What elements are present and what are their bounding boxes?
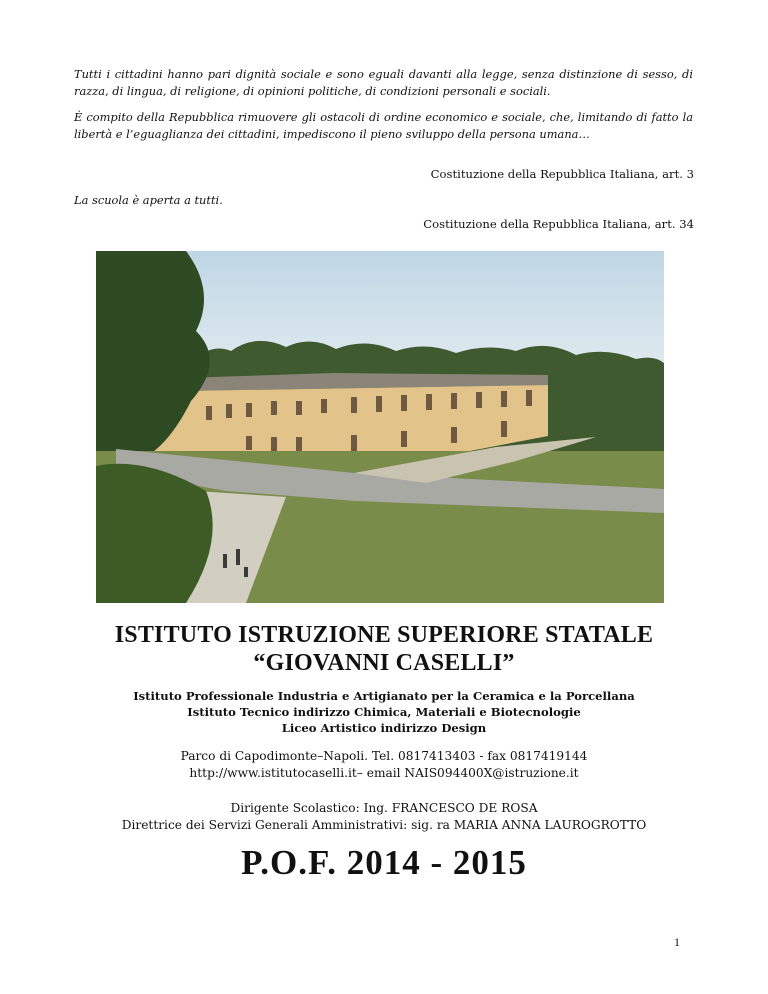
school-title-line-1: ISTITUTO ISTRUZIONE SUPERIORE STATALE bbox=[114, 622, 654, 648]
web-email-line: http://www.istitutocaselli.it– email NAIS094400X@istruzione.it bbox=[189, 766, 579, 780]
page-number: 1 bbox=[674, 935, 680, 949]
art3-citation: Costituzione della Repubblica Italiana, art. 3 bbox=[430, 167, 694, 181]
pof-title: P.O.F. 2014 - 2015 bbox=[241, 843, 527, 882]
address-line: Parco di Capodimonte–Napoli. Tel. 0817413403 - fax 0817419144 bbox=[180, 749, 588, 763]
dirigente-line: Dirigente Scolastico: Ing. FRANCESCO DE ROSA bbox=[230, 801, 538, 815]
direttrice-line: Direttrice dei Servizi Generali Amministrativi: sig. ra MARIA ANNA LAUROGROTTO bbox=[121, 818, 647, 832]
institute-line-1: Istituto Professionale Industria e Artigianato per la Ceramica e la Porcellana bbox=[133, 689, 635, 703]
art34-quote: La scuola è aperta a tutti. bbox=[74, 193, 223, 207]
school-building-photo bbox=[96, 251, 664, 603]
art34-citation: Costituzione della Repubblica Italiana, art. 34 bbox=[423, 217, 694, 231]
institute-line-3: Liceo Artistico indirizzo Design bbox=[281, 721, 487, 735]
institute-line-2: Istituto Tecnico indirizzo Chimica, Materiali e Biotecnologie bbox=[187, 705, 581, 719]
art3-quote-paragraph-1: Tutti i cittadini hanno pari dignità sociale e sono eguali davanti alla legge, senza distinzione di sesso, di razza, di lingua, di religione, di opinioni politiche, di condizioni personali e sociali. bbox=[74, 67, 693, 98]
school-title-line-2: “GIOVANNI CASELLI” bbox=[253, 650, 515, 676]
art3-quote-paragraph-2: È compito della Repubblica rimuovere gli ostacoli di ordine economico e sociale, che, limitando di fatto la libertà e l’eguaglianza dei cittadini, impediscono il pieno sviluppo della persona umana… bbox=[74, 110, 693, 141]
